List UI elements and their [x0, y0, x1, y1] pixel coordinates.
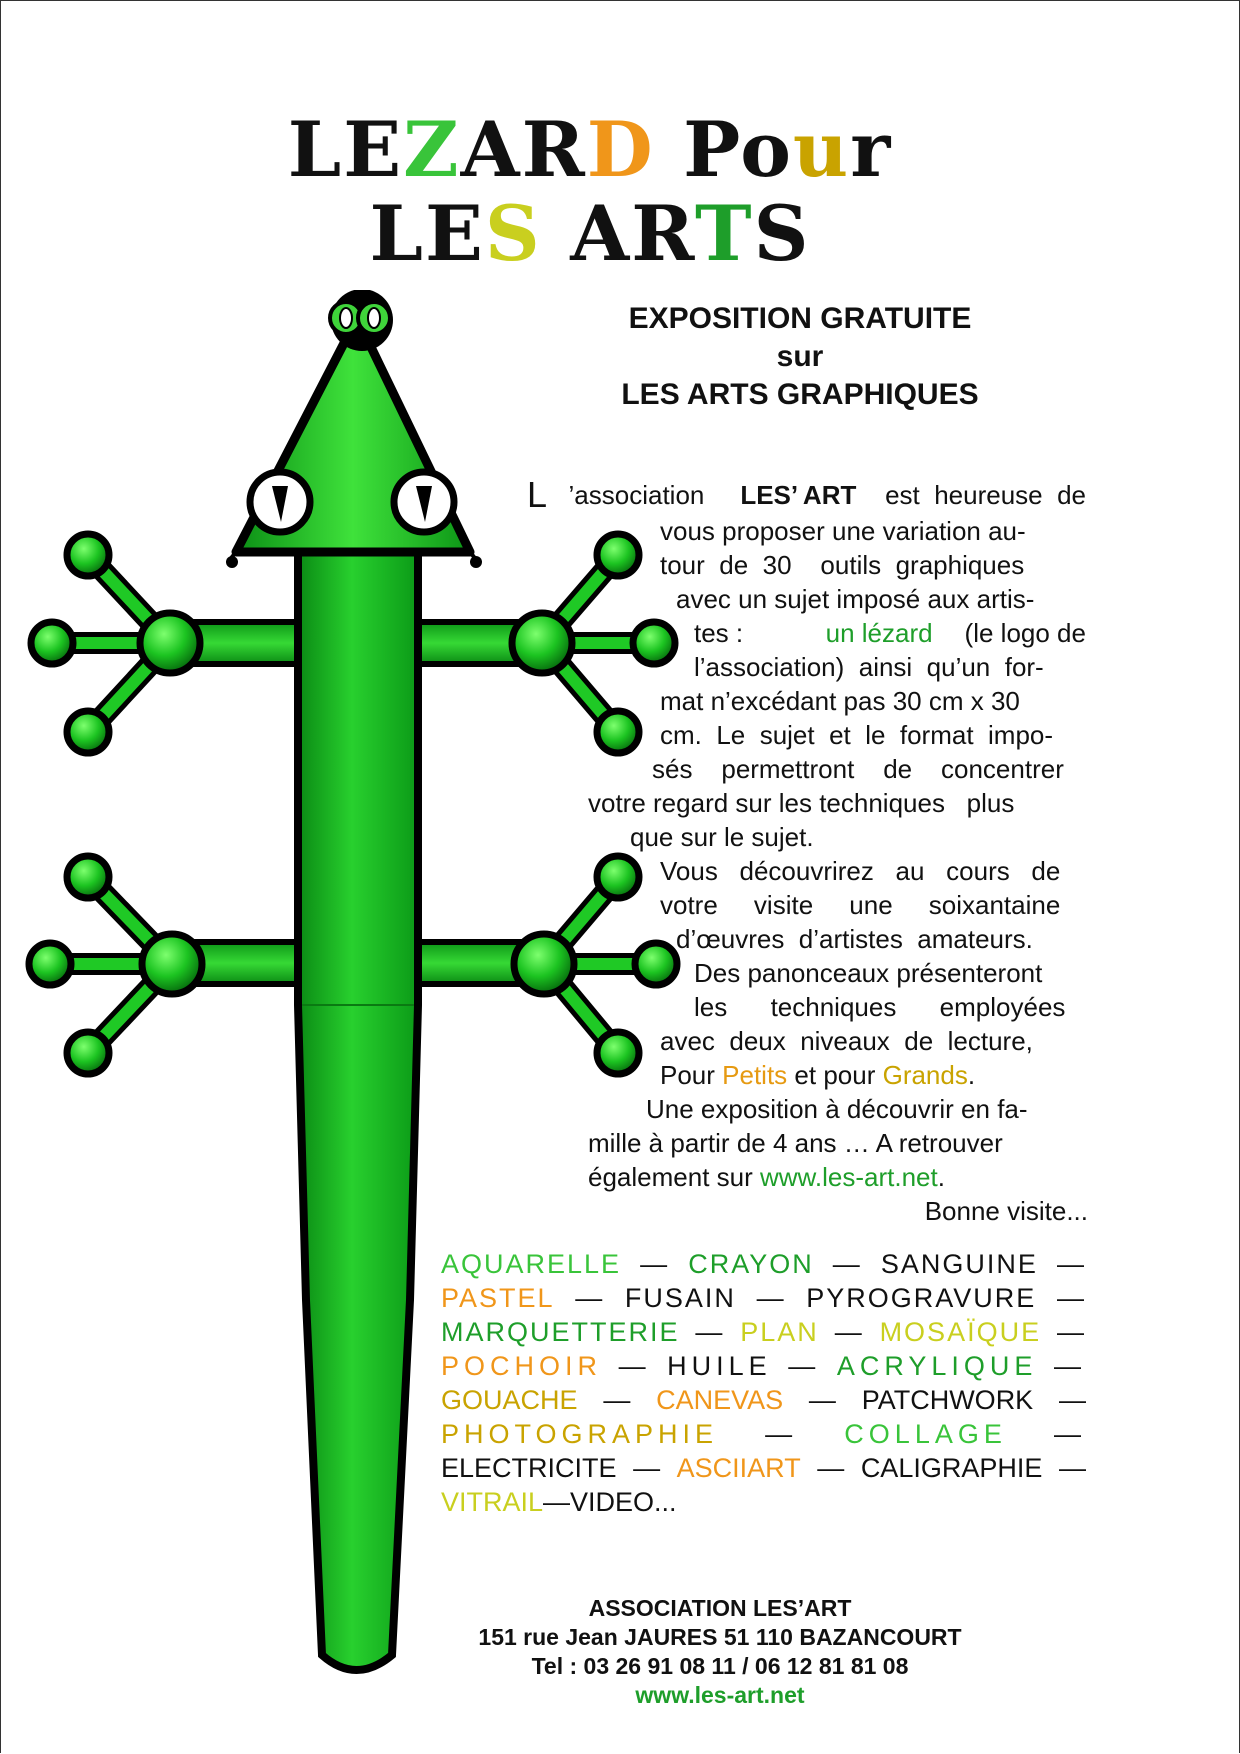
- paragraph-text: sés permettront de concentrer: [652, 754, 1064, 784]
- footer-association-name: ASSOCIATION LES’ART: [588, 1595, 852, 1621]
- paragraph-text: que sur le sujet.: [630, 822, 814, 852]
- technique-name: PLAN: [740, 1317, 819, 1347]
- footer-address: 151 rue Jean JAURES 51 110 BAZANCOURT: [478, 1624, 962, 1650]
- exposition-heading-line-1: EXPOSITION GRATUITE: [628, 302, 972, 335]
- technique-separator: —: [618, 1351, 651, 1381]
- title-segment: AR: [460, 105, 587, 194]
- technique-name: CRAYON: [688, 1249, 814, 1279]
- title-segment: D: [586, 105, 655, 194]
- techniques-row: [441, 1247, 1086, 1281]
- technique-separator: —: [808, 1385, 836, 1415]
- paragraph-line: [660, 548, 1086, 582]
- technique-name: AQUARELLE: [441, 1249, 622, 1279]
- paragraph-line: [630, 820, 814, 854]
- technique-name: GOUACHE: [441, 1385, 578, 1415]
- title-segment: Po: [654, 105, 793, 194]
- paragraph-text: Grands: [882, 1060, 968, 1090]
- paragraph-text: (le logo de: [957, 618, 1086, 648]
- paragraph-text: cm. Le sujet et le format impo-: [660, 720, 1054, 750]
- technique-name: VIDEO...: [570, 1487, 677, 1517]
- technique-separator: —: [765, 1419, 798, 1449]
- technique-name: PATCHWORK: [861, 1385, 1034, 1415]
- technique-separator: —: [603, 1385, 631, 1415]
- technique-name: SANGUINE: [880, 1249, 1038, 1279]
- techniques-row: [441, 1281, 1086, 1315]
- paragraph-line: [646, 1092, 1086, 1126]
- paragraph-text: Une exposition à découvrir en fa-: [646, 1094, 1028, 1124]
- paragraph-line: [676, 582, 1086, 616]
- paragraph-text: ’association: [568, 480, 719, 510]
- paragraph-text: .: [937, 1162, 945, 1192]
- paragraph-text: tour de 30 outils graphiques: [660, 550, 1025, 580]
- footer-website-link[interactable]: www.les-art.net: [635, 1682, 805, 1708]
- title-segment: S: [484, 189, 542, 278]
- technique-name: PASTEL: [441, 1283, 555, 1313]
- technique-separator: —: [756, 1283, 786, 1313]
- technique-name: MARQUETTERIE: [441, 1317, 680, 1347]
- technique-name: CALIGRAPHIE: [860, 1453, 1043, 1483]
- technique-separator: —: [695, 1317, 725, 1347]
- paragraph-text: vous proposer une variation au-: [660, 516, 1026, 546]
- technique-separator: —: [788, 1351, 821, 1381]
- title-segment: Z: [403, 105, 461, 194]
- paragraph-line: [660, 718, 1086, 752]
- technique-separator: —: [1053, 1419, 1086, 1449]
- paragraph-text: l’association) ainsi qu’un for-: [694, 652, 1044, 682]
- paragraph-text: avec un sujet imposé aux artis-: [676, 584, 1035, 614]
- association-footer: [380, 1594, 1060, 1710]
- paragraph-line: [660, 684, 1086, 718]
- technique-name: ASCIIART: [676, 1453, 801, 1483]
- title-segment: LE: [287, 105, 404, 194]
- technique-separator: —: [1058, 1453, 1086, 1483]
- title-segment: S: [753, 189, 811, 278]
- footer-phone: Tel : 03 26 91 08 11 / 06 12 81 81 08: [531, 1653, 909, 1679]
- title-segment: LE: [369, 189, 485, 278]
- technique-separator: —: [1056, 1283, 1086, 1313]
- technique-separator: —: [633, 1453, 661, 1483]
- technique-separator: —: [640, 1249, 670, 1279]
- exposition-heading-line-2: sur: [776, 340, 824, 373]
- paragraph-line: [588, 1160, 1086, 1194]
- paragraph-line: [694, 616, 1086, 650]
- paragraph-line: [694, 650, 1086, 684]
- paragraph-text: Vous découvrirez au cours de: [660, 856, 1061, 886]
- technique-name: PHOTOGRAPHIE: [441, 1419, 719, 1449]
- technique-separator: —: [543, 1487, 571, 1517]
- technique-separator: —: [1058, 1385, 1086, 1415]
- technique-separator: —: [1054, 1351, 1086, 1381]
- technique-name: ACRYLIQUE: [836, 1351, 1038, 1381]
- techniques-row: [441, 1315, 1086, 1349]
- technique-name: HUILE: [667, 1351, 772, 1381]
- paragraph-text: d’œuvres d’artistes amateurs.: [676, 924, 1033, 954]
- paragraph-text: L: [527, 474, 548, 515]
- technique-separator: —: [1056, 1317, 1086, 1347]
- paragraph-line: [660, 1024, 1086, 1058]
- paragraph-text: votre visite une soixantaine: [660, 890, 1061, 920]
- technique-separator: —: [834, 1317, 864, 1347]
- paragraph-text[interactable]: www.les-art.net: [759, 1162, 938, 1192]
- techniques-row: [441, 1383, 1086, 1417]
- paragraph-line: [660, 514, 1086, 548]
- paragraph-text: et pour: [787, 1060, 883, 1090]
- association-name-inline: LES’ ART: [740, 480, 857, 510]
- paragraph-text: .: [967, 1060, 976, 1090]
- technique-separator: —: [817, 1453, 845, 1483]
- paragraph-line: [527, 474, 1086, 515]
- paragraph-text: également sur: [588, 1162, 760, 1192]
- technique-name: ELECTRICITE: [441, 1453, 617, 1483]
- paragraph-text: Bonne visite...: [924, 1196, 1088, 1226]
- techniques-row: [441, 1417, 1086, 1451]
- technique-name: COLLAGE: [844, 1419, 1007, 1449]
- paragraph-text: un lézard: [825, 618, 933, 648]
- title-segment: AR: [541, 189, 696, 278]
- paragraph-line: [676, 922, 1086, 956]
- paragraph-line: [588, 786, 1086, 820]
- techniques-row: [441, 1485, 1086, 1519]
- exposition-heading-line-3: LES ARTS GRAPHIQUES: [621, 378, 979, 411]
- technique-name: VITRAIL: [441, 1487, 544, 1517]
- title-segment: T: [695, 189, 754, 278]
- paragraph-text: mille à partir de 4 ans … A retrouver: [588, 1128, 1003, 1158]
- paragraph-line: [694, 990, 1086, 1024]
- technique-name: CANEVAS: [656, 1385, 784, 1415]
- paragraph-line: [660, 888, 1086, 922]
- paragraph-line: [925, 1194, 1088, 1228]
- paragraph-text: votre regard sur les techniques plus: [588, 788, 1015, 818]
- paragraph-text: avec deux niveaux de lecture,: [660, 1026, 1033, 1056]
- technique-separator: —: [575, 1283, 605, 1313]
- technique-name: FUSAIN: [624, 1283, 736, 1313]
- paragraph-line: [652, 752, 1086, 786]
- technique-name: PYROGRAVURE: [806, 1283, 1037, 1313]
- techniques-row: [441, 1349, 1086, 1383]
- paragraph-line: [660, 854, 1086, 888]
- paragraph-line: [694, 956, 1086, 990]
- techniques-row: [441, 1451, 1086, 1485]
- paragraph-text: les techniques employées: [694, 992, 1066, 1022]
- title-segment: u: [792, 105, 851, 194]
- paragraph-line: [660, 1058, 1086, 1092]
- paragraph-text: Des panonceaux présenteront: [694, 958, 1043, 988]
- technique-separator: —: [1056, 1249, 1086, 1279]
- paragraph-text: tes :: [694, 618, 801, 648]
- technique-name: POCHOIR: [441, 1351, 603, 1381]
- paragraph-text: mat n’excédant pas 30 cm x 30: [660, 686, 1020, 716]
- paragraph-text: est heureuse de: [877, 480, 1086, 510]
- paragraph-text: Petits: [722, 1060, 788, 1090]
- paragraph-text: Pour: [660, 1060, 723, 1090]
- paragraph-line: [588, 1126, 1086, 1160]
- title-segment: r: [850, 105, 893, 194]
- technique-name: MOSAÏQUE: [879, 1317, 1042, 1347]
- technique-separator: —: [832, 1249, 862, 1279]
